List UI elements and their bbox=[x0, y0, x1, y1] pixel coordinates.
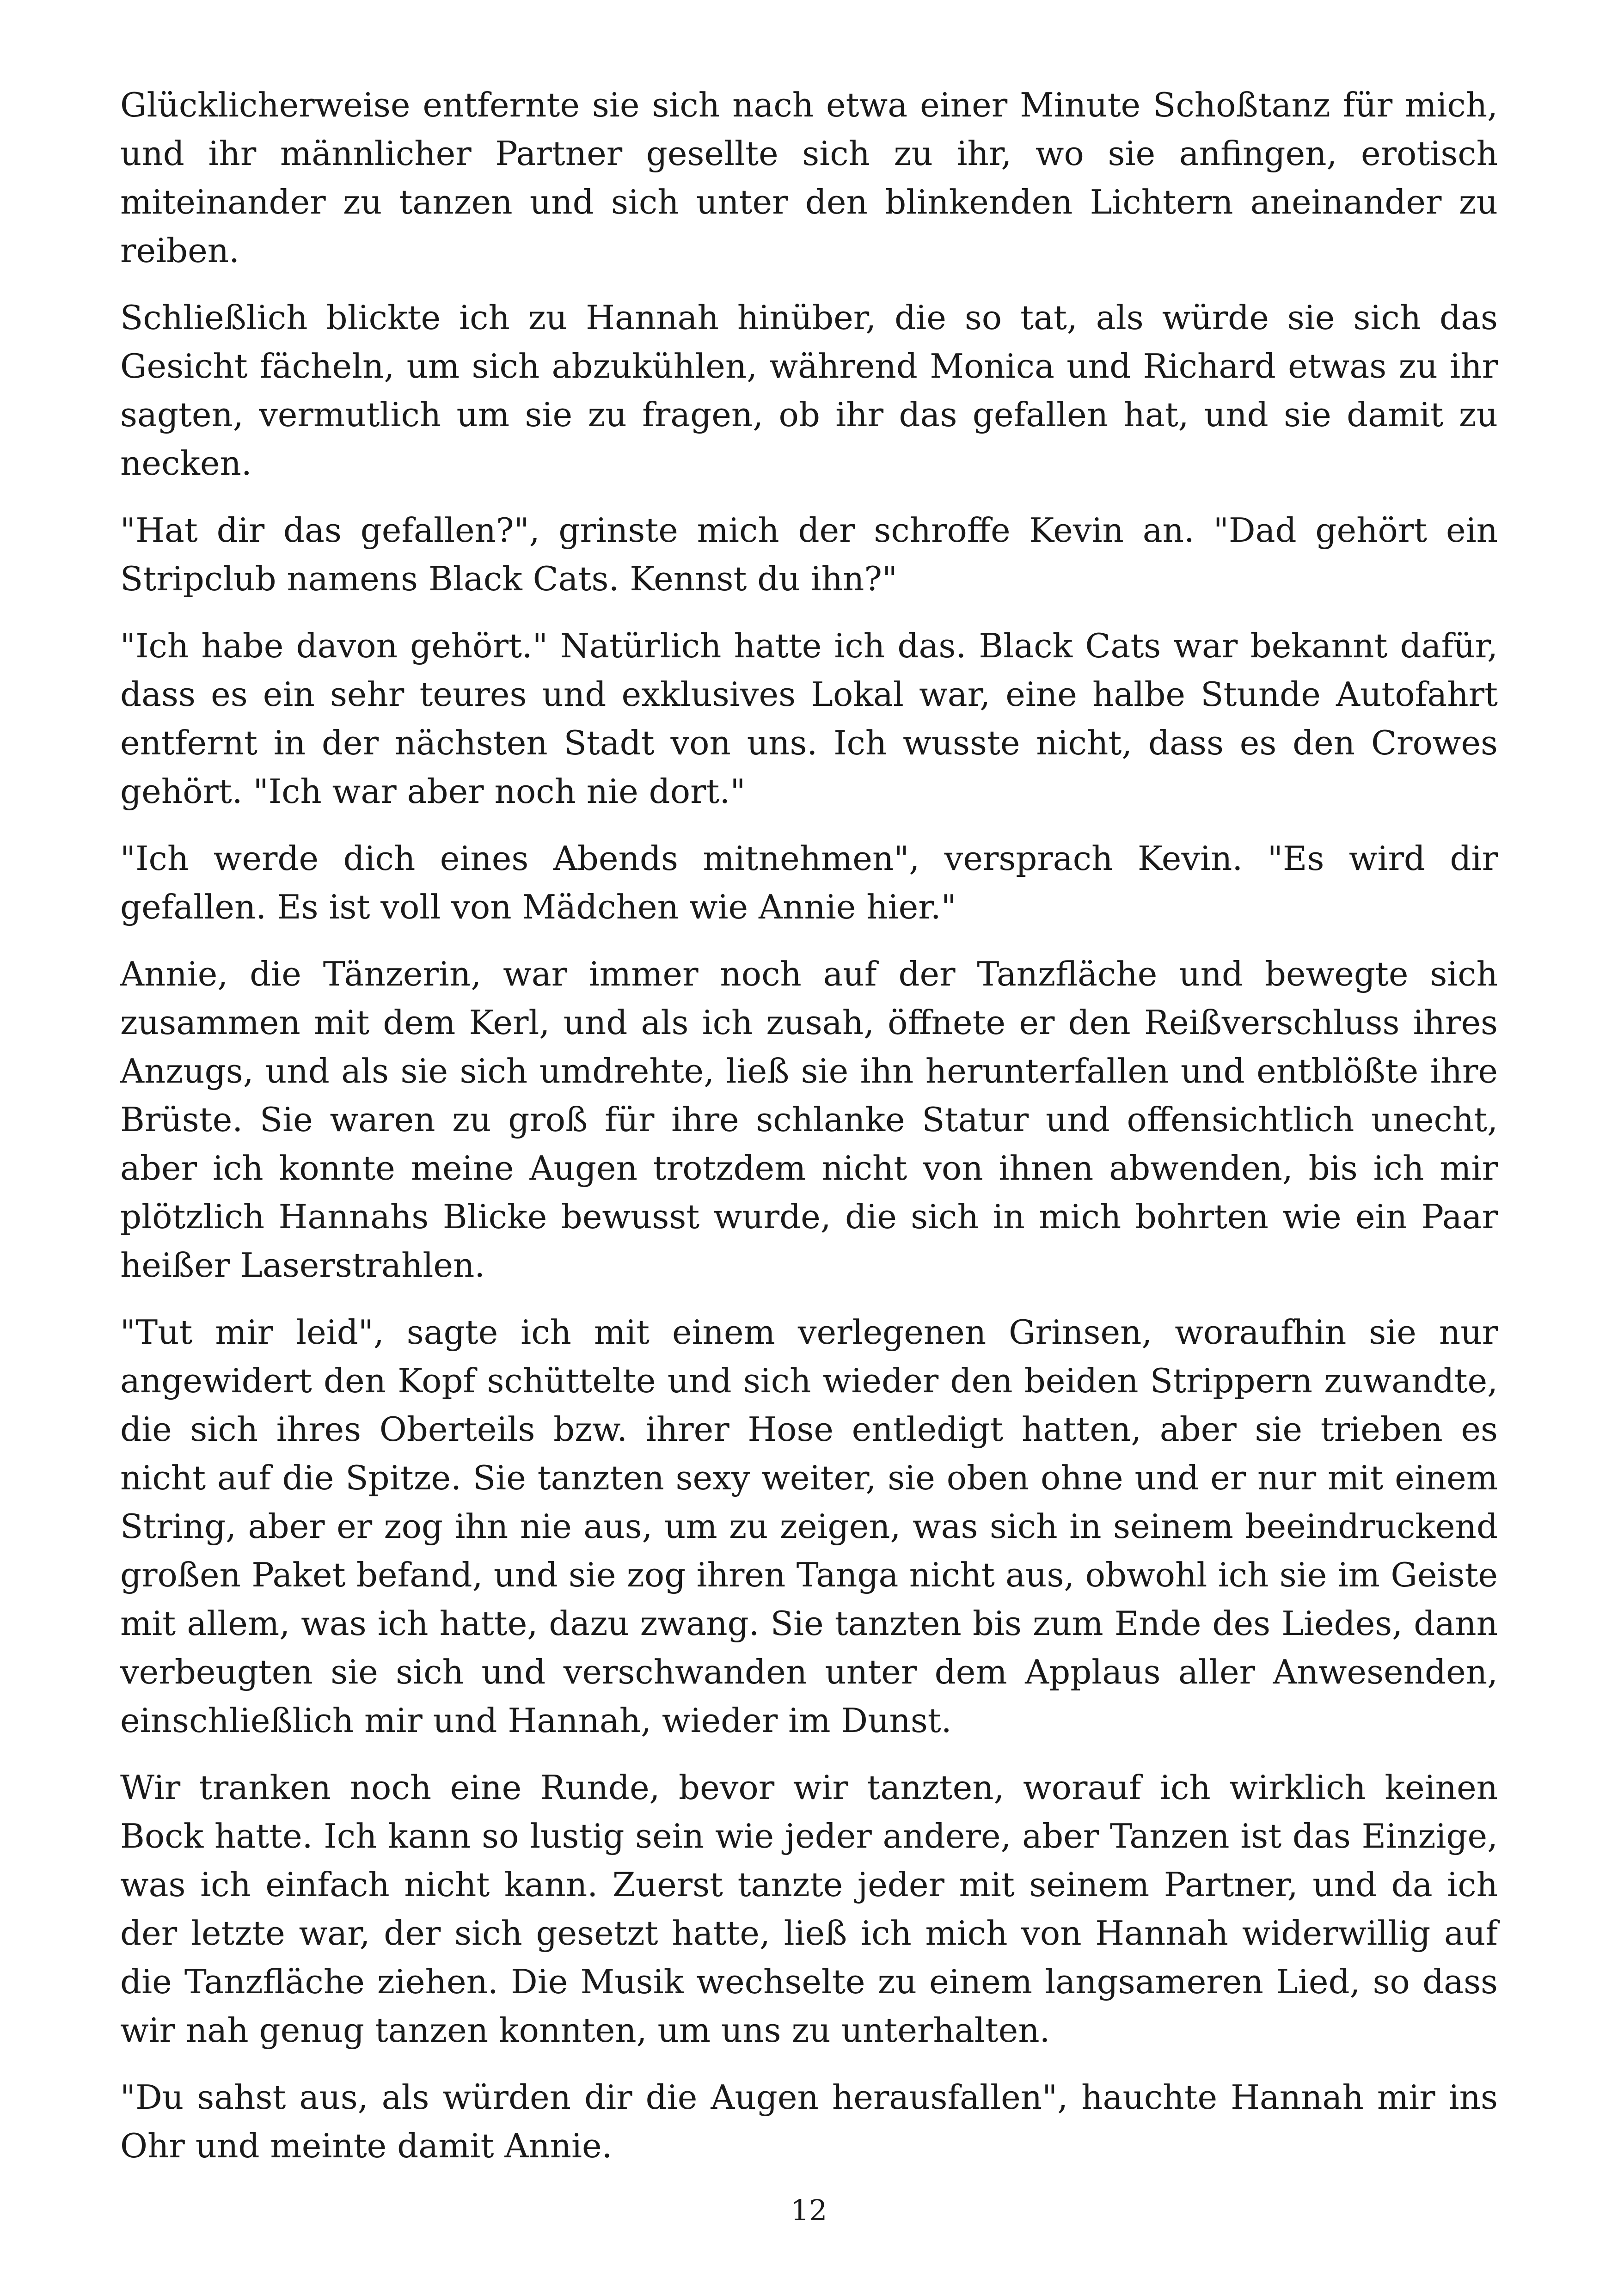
paragraph: "Tut mir leid", sagte ich mit einem verlegenen Grinsen, woraufhin sie nur angewidert den Kopf schüttelte und sich wieder den beiden Strippern zuwandte, die sich ihres Oberteils bzw. ihrer Hose entledigt hatten, aber sie trieben es nicht auf die Spitze. Sie tanzten sexy weiter, sie oben ohne und er nur mit einem String, aber er zog ihn nie aus, um zu zeigen, was sich in seinem beeindruckend großen Paket befand, und sie zog ihren Tanga nicht aus, obwohl ich sie im Geiste mit allem, was ich hatte, dazu zwang. Sie tanzten bis zum Ende des Liedes, dann verbeugten sie sich und verschwanden unter dem Applaus aller Anwesenden, einschließlich mir und Hannah, wieder im Dunst. bbox=[120, 1313, 1498, 1740]
paragraph: Glücklicherweise entfernte sie sich nach etwa einer Minute Schoßtanz für mich, und ihr männlicher Partner gesellte sich zu ihr, wo sie anfingen, erotisch miteinander zu tanzen und sich unter den blinkenden Lichtern aneinander zu reiben. bbox=[120, 86, 1498, 270]
paragraph: Annie, die Tänzerin, war immer noch auf der Tanzfläche und bewegte sich zusammen mit dem Kerl, und als ich zusah, öffnete er den Reißverschluss ihres Anzugs, und als sie sich umdrehte, ließ sie ihn herunterfallen und entblößte ihre Brüste. Sie waren zu groß für ihre schlanke Statur und offensichtlich unecht, aber ich konnte meine Augen trotzdem nicht von ihnen abwenden, bis ich mir plötzlich Hannahs Blicke bewusst wurde, die sich in mich bohrten wie ein Paar heißer Laserstrahlen. bbox=[120, 955, 1498, 1285]
paragraph: "Du sahst aus, als würden dir die Augen herausfallen", hauchte Hannah mir ins Ohr und meinte damit Annie. bbox=[120, 2078, 1498, 2165]
page-body bbox=[120, 81, 1498, 2189]
paragraph: "Ich werde dich eines Abends mitnehmen", versprach Kevin. "Es wird dir gefallen. Es ist voll von Mädchen wie Annie hier." bbox=[120, 839, 1498, 926]
paragraph: "Ich habe davon gehört." Natürlich hatte ich das. Black Cats war bekannt dafür, dass es ein sehr teures und exklusives Lokal war, eine halbe Stunde Autofahrt entfernt in der nächsten Stadt von uns. Ich wusste nicht, dass es den Crowes gehört. "Ich war aber noch nie dort." bbox=[120, 626, 1498, 811]
paragraph: Schließlich blickte ich zu Hannah hinüber, die so tat, als würde sie sich das Gesicht fächeln, um sich abzukühlen, während Monica und Richard etwas zu ihr sagten, vermutlich um sie zu fragen, ob ihr das gefallen hat, und sie damit zu necken. bbox=[120, 298, 1498, 483]
page-number: 12 bbox=[791, 2193, 827, 2227]
paragraph: Wir tranken noch eine Runde, bevor wir tanzten, worauf ich wirklich keinen Bock hatte. Ich kann so lustig sein wie jeder andere, aber Tanzen ist das Einzige, was ich einfach nicht kann. Zuerst tanzte jeder mit seinem Partner, und da ich der letzte war, der sich gesetzt hatte, ließ ich mich von Hannah widerwillig auf die Tanzfläche ziehen. Die Musik wechselte zu einem langsameren Lied, so dass wir nah genug tanzen konnten, um uns zu unterhalten. bbox=[120, 1768, 1498, 2050]
paragraph: "Hat dir das gefallen?", grinste mich der schroffe Kevin an. "Dad gehört ein Stripclub namens Black Cats. Kennst du ihn?" bbox=[120, 511, 1498, 598]
